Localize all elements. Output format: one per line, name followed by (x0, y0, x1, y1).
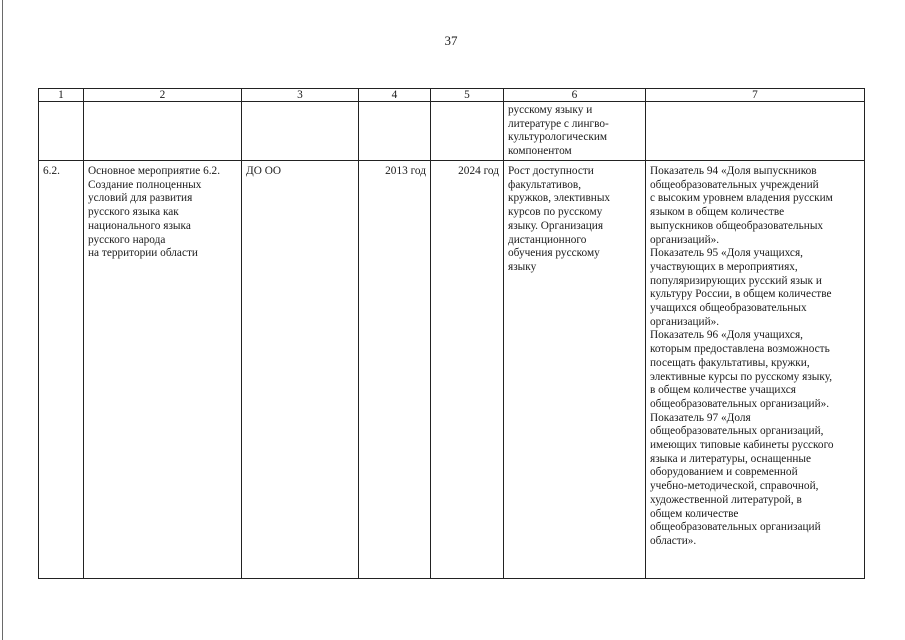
activity-name-cell: Основное мероприятие 6.2. Создание полноценных условий для развития русского языка как национального языка русского народа на территории области (84, 161, 242, 579)
column-number-cell: 5 (431, 89, 504, 102)
expected-result-cell: Рост доступности факультативов, кружков, элективных курсов по русскому языку. Организация дистанционного обучения русскому языку (504, 161, 646, 579)
column-number-cell: 1 (39, 89, 84, 102)
table-cell (84, 102, 242, 161)
result-text-cell: русскому языку и литературе с лингво- культурологическим компонентом (504, 102, 646, 161)
column-number-cell: 4 (359, 89, 431, 102)
item-number-cell: 6.2. (39, 161, 84, 579)
executor-cell: ДО ОО (242, 161, 359, 579)
start-year-cell: 2013 год (359, 161, 431, 579)
column-number-row (39, 89, 865, 102)
indicators-cell: Показатель 94 «Доля выпускников общеобразовательных учреждений с высоким уровнем владения русским языком в общем количестве выпускников общеобразовательных организаций». Показатель 95 «Доля учащихся, участвующих в мероприятиях, популяризирующих русский язык и культуру России, в общем количестве учащихся общеобразовательных организаций». Показатель 96 «Доля учащихся, которым предоставлена возможность посещать факультативы, кружки, элективные курсы по русскому языку, в общем количестве учащихся общеобразовательных организаций». Показатель 97 «Доля общеобразовательных организаций, имеющих типовые кабинеты русского языка и литературы, оснащенные оборудованием и современной учебно-методической, справочной, художественной литературой, в общем количестве общеобразовательных организаций области». (646, 161, 865, 579)
table-row (39, 102, 865, 161)
table-cell (431, 102, 504, 161)
scan-border-line (2, 0, 3, 640)
table-cell (359, 102, 431, 161)
page-number: 37 (444, 33, 458, 48)
end-year-cell: 2024 год (431, 161, 504, 579)
table-cell (39, 102, 84, 161)
table-cell (646, 102, 865, 161)
program-table (38, 88, 865, 579)
table-cell (242, 102, 359, 161)
column-number-cell: 6 (504, 89, 646, 102)
column-number-cell: 7 (646, 89, 865, 102)
column-number-cell: 3 (242, 89, 359, 102)
table-row (39, 161, 865, 579)
column-number-cell: 2 (84, 89, 242, 102)
